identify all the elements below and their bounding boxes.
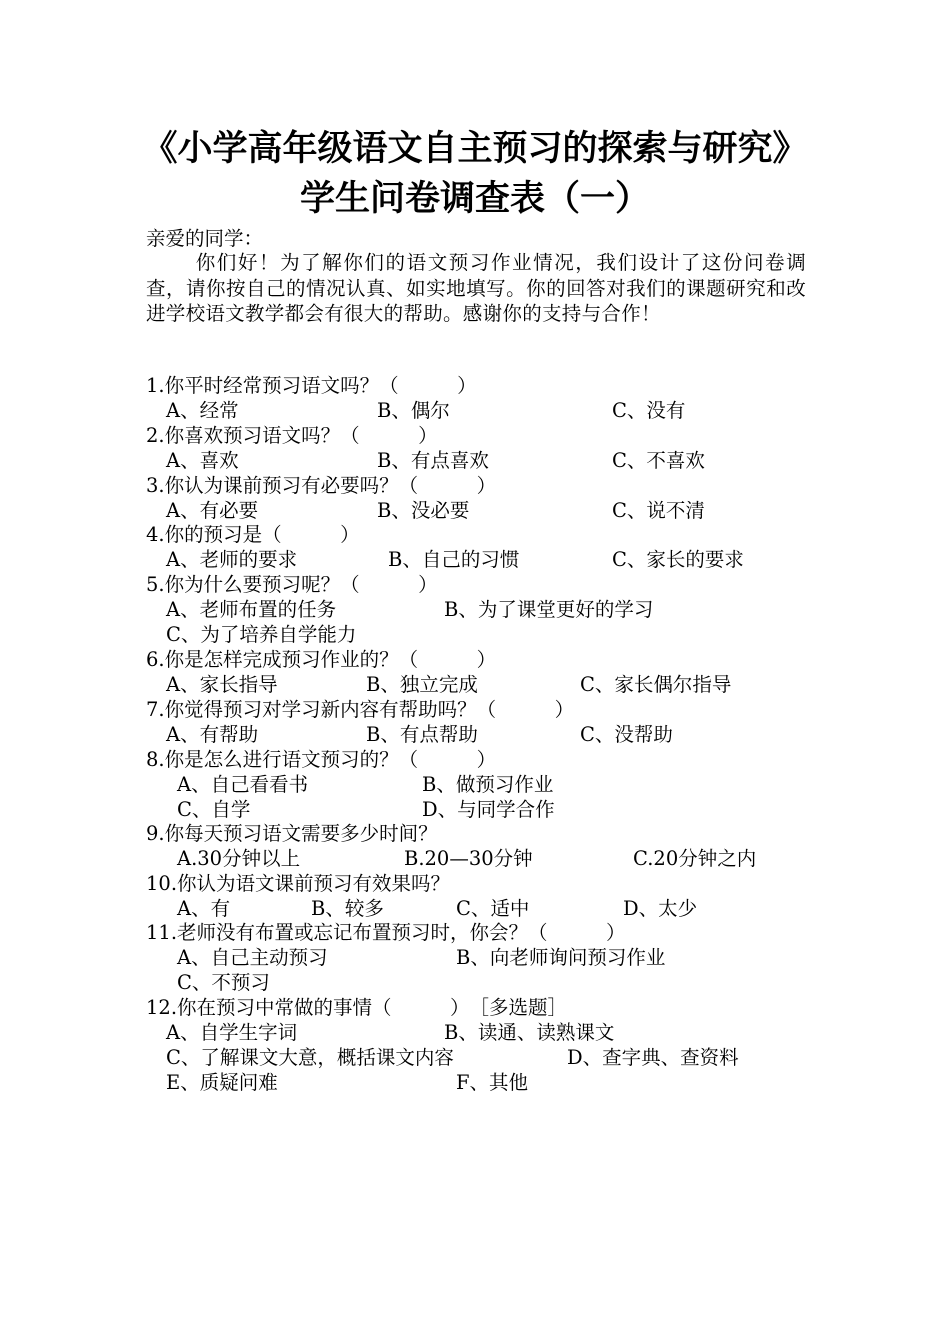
q3-option-a[interactable]: A、有必要 xyxy=(166,499,259,522)
q8-option-c[interactable]: C、自学 xyxy=(177,798,251,821)
question-9: 9.你每天预习语文需要多少时间？ xyxy=(146,822,438,845)
q10-option-c[interactable]: C、适中 xyxy=(456,897,530,920)
intro-section xyxy=(146,227,806,327)
question-10: 10.你认为语文课前预习有效果吗？ xyxy=(146,872,451,895)
q8-option-b[interactable]: B、做预习作业 xyxy=(422,773,554,796)
q12-option-d[interactable]: D、查字典、查资料 xyxy=(567,1046,739,1069)
q7-option-b[interactable]: B、有点帮助 xyxy=(366,723,478,746)
q12-option-c[interactable]: C、了解课文大意，概括课文内容 xyxy=(166,1046,454,1069)
question-7: 7.你觉得预习对学习新内容有帮助吗？（ ） xyxy=(146,698,575,721)
q12-option-e[interactable]: E、质疑问难 xyxy=(166,1071,278,1094)
question-12: 12.你在预习中常做的事情（ ） ［多选题］ xyxy=(146,996,568,1019)
q11-option-b[interactable]: B、向老师询问预习作业 xyxy=(456,946,666,969)
q7-option-c[interactable]: C、没帮助 xyxy=(580,723,673,746)
q1-option-b[interactable]: B、偶尔 xyxy=(377,399,450,422)
q4-option-a[interactable]: A、老师的要求 xyxy=(166,548,298,571)
q3-option-c[interactable]: C、说不清 xyxy=(612,499,705,522)
question-6: 6.你是怎样完成预习作业的？（ ） xyxy=(146,648,497,671)
q12-option-b[interactable]: B、读通、读熟课文 xyxy=(444,1021,615,1044)
q5-option-c[interactable]: C、为了培养自学能力 xyxy=(166,623,357,646)
q11-option-c[interactable]: C、不预习 xyxy=(177,971,270,994)
q8-option-a[interactable]: A、自己看看书 xyxy=(177,773,309,796)
question-8: 8.你是怎么进行语文预习的？（ ） xyxy=(146,748,497,771)
question-5: 5.你为什么要预习呢？（ ） xyxy=(146,573,438,596)
q12-option-f[interactable]: F、其他 xyxy=(456,1071,529,1094)
q5-option-b[interactable]: B、为了课堂更好的学习 xyxy=(444,598,654,621)
q6-option-a[interactable]: A、家长指导 xyxy=(166,673,278,696)
q1-option-c[interactable]: C、没有 xyxy=(612,399,686,422)
question-1: 1.你平时经常预习语文吗？（ ） xyxy=(146,374,477,397)
intro-paragraph: 你们好！为了解你们的语文预习作业情况，我们设计了这份问卷调查，请你按自己的情况认真、如实地填写。你的回答对我们的课题研究和改进学校语文教学都会有很大的帮助。感谢你的支持与合作！ xyxy=(146,251,806,325)
q6-option-c[interactable]: C、家长偶尔指导 xyxy=(580,673,732,696)
q2-option-c[interactable]: C、不喜欢 xyxy=(612,449,705,472)
question-11: 11.老师没有布置或忘记布置预习时，你会？（ ） xyxy=(146,921,626,944)
q7-option-a[interactable]: A、有帮助 xyxy=(166,723,259,746)
q4-option-b[interactable]: B、自己的习惯 xyxy=(388,548,520,571)
q1-option-a[interactable]: A、经常 xyxy=(166,399,239,422)
q8-option-d[interactable]: D、与同学合作 xyxy=(422,798,555,821)
q2-option-a[interactable]: A、喜欢 xyxy=(166,449,239,472)
q10-option-d[interactable]: D、太少 xyxy=(623,897,698,920)
q10-option-b[interactable]: B、较多 xyxy=(311,897,384,920)
question-3: 3.你认为课前预习有必要吗？（ ） xyxy=(146,474,497,497)
q12-option-a[interactable]: A、自学生字词 xyxy=(166,1021,298,1044)
q11-option-a[interactable]: A、自己主动预习 xyxy=(177,946,328,969)
q9-option-c[interactable]: C.20分钟之内 xyxy=(633,847,757,870)
q10-option-a[interactable]: A、有 xyxy=(177,897,231,920)
q3-option-b[interactable]: B、没必要 xyxy=(377,499,470,522)
question-2: 2.你喜欢预习语文吗？（ ） xyxy=(146,424,438,447)
q4-option-c[interactable]: C、家长的要求 xyxy=(612,548,744,571)
q2-option-b[interactable]: B、有点喜欢 xyxy=(377,449,489,472)
q6-option-b[interactable]: B、独立完成 xyxy=(366,673,478,696)
q9-option-a[interactable]: A.30分钟以上 xyxy=(177,847,301,870)
greeting: 亲爱的同学： xyxy=(146,227,264,250)
document-title: 《小学高年级语文自主预习的探索与研究》 xyxy=(142,129,808,169)
q9-option-b[interactable]: B.20—30分钟 xyxy=(404,847,533,870)
q5-option-a[interactable]: A、老师布置的任务 xyxy=(166,598,337,621)
question-4: 4.你的预习是（ ） xyxy=(146,523,360,546)
document-subtitle: 学生问卷调查表（一） xyxy=(299,179,650,219)
